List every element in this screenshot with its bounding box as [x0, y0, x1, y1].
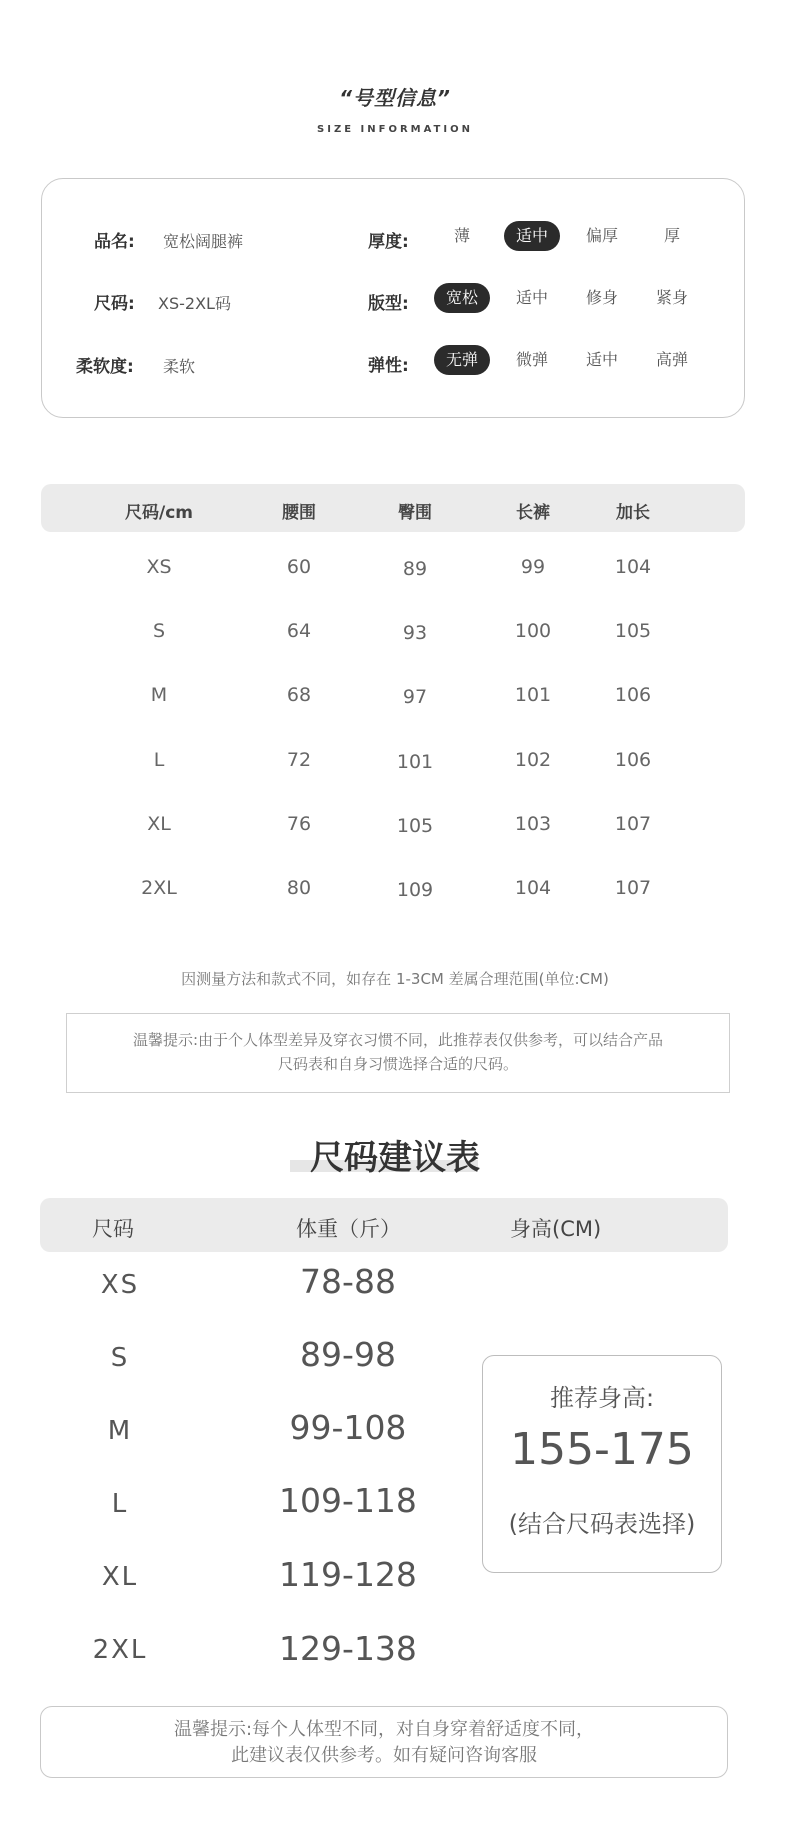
recommend-title: 尺码建议表: [310, 1138, 480, 1178]
cell-waist: 80: [286, 877, 312, 899]
softness-label: 柔软度:: [76, 357, 134, 377]
tip-line: 温馨提示:由于个人体型差异及穿衣习惯不同，此推荐表仅供参考，可以结合产品: [132, 1031, 664, 1049]
cell-waist: 76: [286, 813, 312, 835]
product-info-card: [41, 178, 745, 418]
column-header-height: 身高(CM): [510, 1217, 602, 1241]
tip-box: [66, 1013, 730, 1093]
cell-extended: 106: [614, 684, 652, 706]
cell-size: L: [111, 1489, 129, 1519]
cell-weight: 129-138: [279, 1629, 417, 1668]
cell-pants-length: 100: [514, 620, 552, 642]
cell-weight: 119-128: [279, 1555, 417, 1594]
elasticity-option: 微弹: [515, 350, 548, 369]
cell-waist: 64: [286, 620, 312, 642]
cell-size: S: [110, 1343, 130, 1373]
measurement-note: 因测量方法和款式不同，如存在 1-3CM 差属合理范围(单位:CM): [181, 970, 609, 988]
cell-extended: 107: [614, 877, 652, 899]
cell-pants-length: 101: [514, 684, 552, 706]
cell-waist: 72: [286, 749, 312, 771]
cell-extended: 104: [614, 556, 652, 578]
cell-pants-length: 102: [514, 749, 552, 771]
cell-hip: 109: [396, 879, 434, 901]
elasticity-option: 高弹: [655, 350, 688, 369]
tip-text: [67, 1028, 729, 1076]
footer-tip-box: [40, 1706, 728, 1778]
cell-hip: 97: [402, 686, 428, 708]
fit-label: 版型:: [368, 294, 409, 314]
cell-hip: 105: [396, 815, 434, 837]
fit-option: 修身: [585, 288, 618, 307]
column-header-size: 尺码: [92, 1217, 134, 1241]
footer-tip-text: [41, 1717, 727, 1769]
size-range-label: 尺码:: [94, 294, 135, 314]
recommend-table-header: [40, 1198, 728, 1252]
column-header-hip: 臀围: [398, 503, 432, 523]
cell-size: 2XL: [92, 1635, 148, 1665]
product-name-value: 宽松阔腿裤: [163, 232, 244, 251]
column-header-pants-length: 长裤: [516, 503, 550, 523]
cell-extended: 106: [614, 749, 652, 771]
cell-extended: 105: [614, 620, 652, 642]
thickness-option: 偏厚: [585, 226, 618, 245]
cell-size: 2XL: [141, 877, 177, 899]
elasticity-option: 适中: [585, 350, 618, 369]
cell-pants-length: 104: [514, 877, 552, 899]
fit-option-selected: 宽松: [434, 283, 490, 313]
elasticity-option-selected: 无弹: [434, 345, 490, 375]
column-header-weight: 体重（斤）: [296, 1217, 401, 1241]
recommended-height-box: [482, 1355, 722, 1573]
thickness-label: 厚度:: [368, 232, 409, 252]
cell-size: L: [153, 749, 165, 771]
tip-line: 温馨提示:每个人体型不同，对自身穿着舒适度不同，: [173, 1719, 595, 1740]
tip-line: 此建议表仅供参考。如有疑问咨询客服: [231, 1745, 537, 1766]
size-table-header: [41, 484, 745, 532]
section-subtitle: SIZE INFORMATION: [317, 124, 473, 135]
cell-size: XL: [147, 813, 171, 835]
cell-waist: 60: [286, 556, 312, 578]
recommended-height-note: (结合尺码表选择): [508, 1510, 696, 1538]
fit-option: 适中: [515, 288, 548, 307]
cell-weight: 99-108: [289, 1408, 407, 1447]
cell-size: S: [152, 620, 166, 642]
fit-option: 紧身: [655, 288, 688, 307]
cell-weight: 89-98: [300, 1335, 396, 1374]
elasticity-label: 弹性:: [368, 356, 409, 376]
recommended-height-label: 推荐身高:: [549, 1384, 655, 1412]
cell-waist: 68: [286, 684, 312, 706]
thickness-option: 厚: [663, 226, 680, 245]
column-header-waist: 腰围: [282, 503, 316, 523]
size-range-value: XS-2XL码: [158, 294, 231, 313]
cell-pants-length: 99: [520, 556, 546, 578]
product-name-label: 品名:: [94, 232, 135, 252]
thickness-option: 薄: [453, 226, 470, 245]
softness-value: 柔软: [163, 357, 196, 376]
recommended-height-value: 155-175: [510, 1424, 694, 1475]
cell-size: XL: [101, 1562, 139, 1592]
cell-weight: 109-118: [279, 1481, 417, 1520]
cell-hip: 101: [396, 751, 434, 773]
thickness-option-selected: 适中: [504, 221, 560, 251]
section-title: “号型信息”: [339, 86, 451, 110]
cell-size: XS: [146, 556, 172, 578]
column-header-size: 尺码/cm: [125, 503, 193, 523]
cell-size: M: [107, 1416, 133, 1446]
cell-hip: 93: [402, 622, 428, 644]
cell-size: M: [150, 684, 168, 706]
cell-weight: 78-88: [300, 1262, 396, 1301]
cell-hip: 89: [402, 558, 428, 580]
cell-pants-length: 103: [514, 813, 552, 835]
cell-extended: 107: [614, 813, 652, 835]
tip-line: 尺码表和自身习惯选择合适的尺码。: [277, 1055, 518, 1073]
cell-size: XS: [100, 1270, 140, 1300]
column-header-extended: 加长: [616, 503, 650, 523]
